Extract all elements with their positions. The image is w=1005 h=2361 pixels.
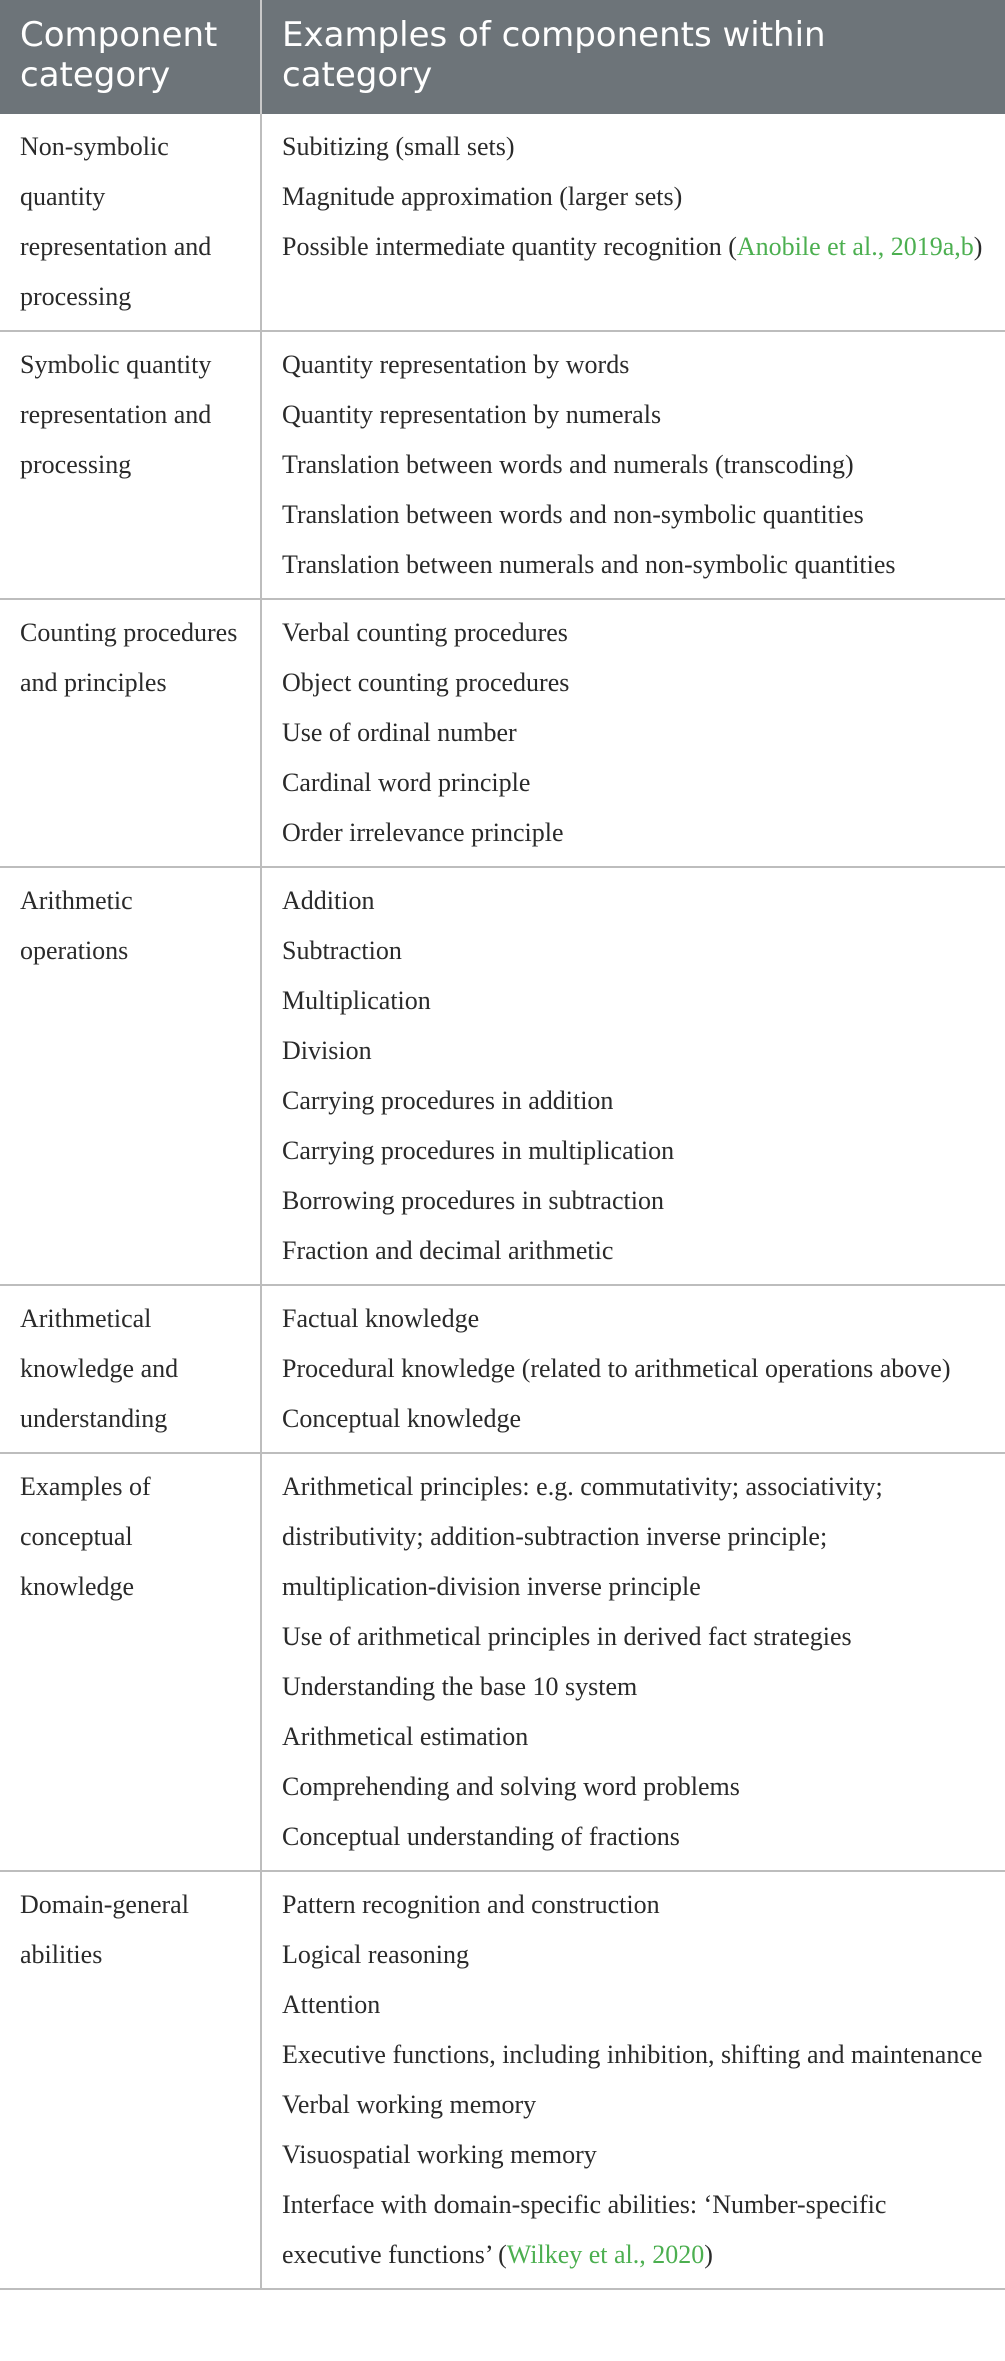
table-row <box>0 867 1005 1285</box>
example-item: Quantity representation by words <box>282 350 630 379</box>
example-text: Possible intermediate quantity recognition ( <box>282 232 737 261</box>
example-item: Object counting procedures <box>282 668 570 697</box>
example-item: Borrowing procedures in subtraction <box>282 1186 664 1215</box>
table-row <box>0 1453 1005 1871</box>
example-item: Subtraction <box>282 936 402 965</box>
example-item: Translation between words and non-symbolic quantities <box>282 500 864 529</box>
example-item: Carrying procedures in multiplication <box>282 1136 675 1165</box>
example-item: Procedural knowledge (related to arithmetical operations above) <box>282 1354 951 1383</box>
examples-cell <box>261 114 1005 331</box>
table-row <box>0 599 1005 867</box>
example-item: Factual knowledge <box>282 1304 480 1333</box>
example-item <box>282 222 985 272</box>
example-item: Logical reasoning <box>282 1940 469 1969</box>
example-text: ) <box>704 2240 713 2269</box>
example-item: Use of arithmetical principles in derived fact strategies <box>282 1622 852 1651</box>
examples-cell <box>261 867 1005 1285</box>
example-item: Magnitude approximation (larger sets) <box>282 182 683 211</box>
example-item: Arithmetical principles: e.g. commutativity; associativity; distributivity; addition-subtraction inverse principle; multiplication-division inverse principle <box>282 1472 883 1601</box>
example-item: Attention <box>282 1990 381 2019</box>
category-cell: Non-symbolic quantity representation and processing <box>0 114 261 331</box>
example-item: Order irrelevance principle <box>282 818 564 847</box>
header-component-category: Component category <box>0 0 261 114</box>
example-item: Understanding the base 10 system <box>282 1672 638 1701</box>
example-item: Executive functions, including inhibition, shifting and maintenance <box>282 2040 983 2069</box>
category-cell: Arithmetic operations <box>0 867 261 1285</box>
example-item: Arithmetical estimation <box>282 1722 529 1751</box>
example-item: Multiplication <box>282 986 431 1015</box>
example-item: Verbal working memory <box>282 2090 537 2119</box>
example-item <box>282 2180 985 2280</box>
example-item: Conceptual knowledge <box>282 1404 521 1433</box>
example-item: Pattern recognition and construction <box>282 1890 660 1919</box>
example-item: Translation between numerals and non-symbolic quantities <box>282 550 896 579</box>
example-item: Use of ordinal number <box>282 718 517 747</box>
example-item: Conceptual understanding of fractions <box>282 1822 680 1851</box>
examples-cell <box>261 599 1005 867</box>
example-item: Fraction and decimal arithmetic <box>282 1236 614 1265</box>
example-item: Translation between words and numerals (transcoding) <box>282 450 854 479</box>
examples-cell <box>261 331 1005 599</box>
table-row <box>0 1871 1005 2289</box>
citation-link[interactable]: Anobile et al., 2019a,b <box>736 232 974 261</box>
example-item: Carrying procedures in addition <box>282 1086 614 1115</box>
example-text: Interface with domain-specific abilities: ‘Number-specific executive functions’ ( <box>282 2190 887 2269</box>
example-item: Division <box>282 1036 372 1065</box>
table-row <box>0 331 1005 599</box>
category-cell: Arithmetical knowledge and understanding <box>0 1285 261 1453</box>
category-cell: Domain-general abilities <box>0 1871 261 2289</box>
example-text: ) <box>973 232 983 261</box>
example-item: Subitizing (small sets) <box>282 132 515 161</box>
example-item: Verbal counting procedures <box>282 618 568 647</box>
example-item: Comprehending and solving word problems <box>282 1772 740 1801</box>
examples-cell <box>261 1871 1005 2289</box>
example-item: Cardinal word principle <box>282 768 531 797</box>
examples-cell <box>261 1285 1005 1453</box>
category-cell: Symbolic quantity representation and processing <box>0 331 261 599</box>
example-item: Quantity representation by numerals <box>282 400 662 429</box>
header-examples: Examples of components within category <box>261 0 1005 114</box>
example-item: Visuospatial working memory <box>282 2140 597 2169</box>
header-row <box>0 0 1005 114</box>
category-cell: Examples of conceptual knowledge <box>0 1453 261 1871</box>
example-item: Addition <box>282 886 375 915</box>
examples-cell <box>261 1453 1005 1871</box>
category-cell: Counting procedures and principles <box>0 599 261 867</box>
table-row <box>0 114 1005 331</box>
table-row <box>0 1285 1005 1453</box>
citation-link[interactable]: Wilkey et al., 2020 <box>506 2240 705 2269</box>
